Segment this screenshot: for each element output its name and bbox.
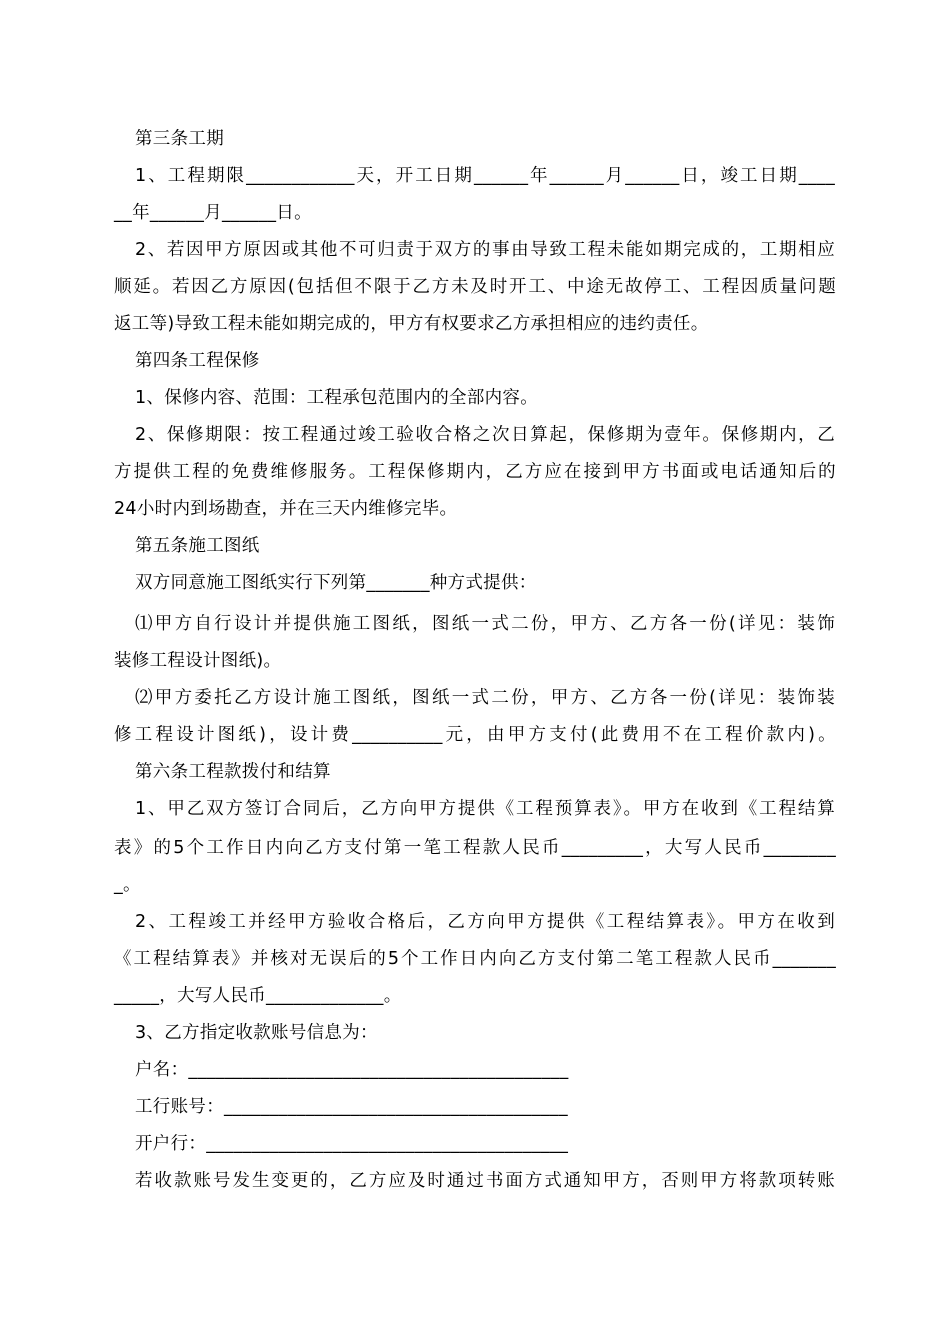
paragraph-line: 表》的5个工作日内向乙方支付第一笔工程款人民币_________，大写人民币________ xyxy=(114,838,836,858)
paragraph-line: _。 xyxy=(114,875,141,895)
bank-account-number-field: 工行账号：______________________________________ xyxy=(135,1097,568,1117)
paragraph-line: 顺延。若因乙方原因(包括但不限于乙方未及时开工、中途无故停工、工程因质量问题 xyxy=(114,277,836,297)
paragraph-line: 1、甲乙双方签订合同后，乙方向甲方提供《工程预算表》。甲方在收到《工程结算 xyxy=(135,799,835,819)
paragraph-line: 《工程结算表》并核对无误后的5个工作日内向乙方支付第二笔工程款人民币_______ xyxy=(114,949,836,969)
paragraph-line: 2、工程竣工并经甲方验收合格后，乙方向甲方提供《工程结算表》。甲方在收到 xyxy=(135,912,835,932)
paragraph-line: 返工等)导致工程未能如期完成的，甲方有权要求乙方承担相应的违约责任。 xyxy=(114,314,709,334)
paragraph-line: 装修工程设计图纸)。 xyxy=(114,651,282,671)
opening-bank-field: 开户行：________________________________________ xyxy=(135,1134,569,1154)
paragraph-line: ⑴甲方自行设计并提供施工图纸，图纸一式二份，甲方、乙方各一份(详见：装饰 xyxy=(135,614,835,634)
paragraph-line: _____，大写人民币_____________。 xyxy=(114,986,402,1006)
section-heading-article-5: 第五条施工图纸 xyxy=(135,536,260,556)
section-heading-article-4: 第四条工程保修 xyxy=(135,351,260,371)
paragraph-line: 3、乙方指定收款账号信息为： xyxy=(135,1023,378,1043)
paragraph-line: 2、若因甲方原因或其他不可归责于双方的事由导致工程未能如期完成的，工期相应 xyxy=(135,240,835,260)
paragraph-line: 1、工程期限____________天，开工日期______年______月______日，竣工日期____ xyxy=(135,166,835,186)
paragraph-line: 24小时内到场勘查，并在三天内维修完毕。 xyxy=(114,499,458,519)
paragraph-line: __年______月______日。 xyxy=(114,203,312,223)
paragraph-line: 2、保修期限：按工程通过竣工验收合格之次日算起，保修期为壹年。保修期内，乙 xyxy=(135,425,835,445)
paragraph-line: 修工程设计图纸)，设计费__________元，由甲方支付(此费用不在工程价款内)。 xyxy=(114,725,836,745)
account-name-field: 户名：__________________________________________ xyxy=(135,1060,569,1080)
paragraph-line: 双方同意施工图纸实行下列第_______种方式提供： xyxy=(135,573,537,593)
paragraph-line: ⑵甲方委托乙方设计施工图纸，图纸一式二份，甲方、乙方各一份(详见：装饰装 xyxy=(135,688,835,708)
section-heading-article-6: 第六条工程款拨付和结算 xyxy=(135,762,331,782)
paragraph-line: 方提供工程的免费维修服务。工程保修期内，乙方应在接到甲方书面或电话通知后的 xyxy=(114,462,836,482)
section-heading-article-3: 第三条工期 xyxy=(135,129,224,149)
paragraph-line: 若收款账号发生变更的，乙方应及时通过书面方式通知甲方，否则甲方将款项转账 xyxy=(135,1171,835,1191)
paragraph-line: 1、保修内容、范围：工程承包范围内的全部内容。 xyxy=(135,388,539,408)
